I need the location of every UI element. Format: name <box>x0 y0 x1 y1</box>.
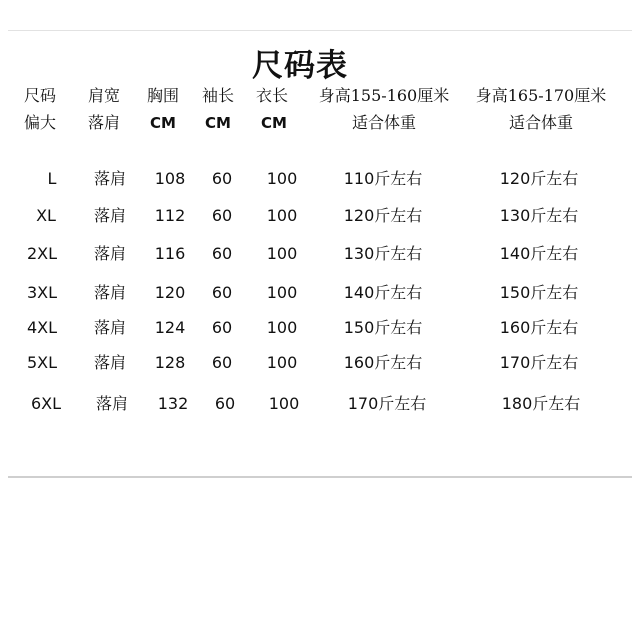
subheader-shoulder: 落肩 <box>87 113 121 132</box>
row-3-chest: 116 <box>154 244 186 263</box>
row-3-length: 100 <box>266 244 298 263</box>
row-4-chest: 120 <box>154 283 186 302</box>
page-title: 尺码表 <box>252 48 348 84</box>
row-3-weight-155-160: 130斤左右 <box>343 244 423 263</box>
row-1-chest: 108 <box>154 169 186 188</box>
header-shoulder: 肩宽 <box>87 86 121 105</box>
header-size: 尺码 <box>23 86 57 105</box>
row-1-shoulder: 落肩 <box>93 169 127 188</box>
subheader-chest-unit: CM <box>150 114 176 132</box>
row-6-sleeve: 60 <box>211 353 233 372</box>
header-length: 衣长 <box>255 86 289 105</box>
row-4-shoulder: 落肩 <box>93 283 127 302</box>
header-height-165-170: 身高165-170厘米 <box>475 86 607 105</box>
row-2-weight-155-160: 120斤左右 <box>343 206 423 225</box>
row-1-weight-165-170: 120斤左右 <box>499 169 579 188</box>
row-7-sleeve: 60 <box>214 394 236 413</box>
row-6-weight-165-170: 170斤左右 <box>499 353 579 372</box>
row-3-size: 2XL <box>26 244 58 263</box>
row-7-length: 100 <box>268 394 300 413</box>
row-6-weight-155-160: 160斤左右 <box>343 353 423 372</box>
row-4-sleeve: 60 <box>211 283 233 302</box>
row-5-size: 4XL <box>26 318 58 337</box>
header-chest: 胸围 <box>146 86 180 105</box>
row-7-weight-165-170: 180斤左右 <box>501 394 581 413</box>
row-7-size: 6XL <box>30 394 62 413</box>
row-4-length: 100 <box>266 283 298 302</box>
row-2-shoulder: 落肩 <box>93 206 127 225</box>
row-2-size: XL <box>36 206 56 225</box>
subheader-weight-155-160: 适合体重 <box>351 113 417 132</box>
header-height-155-160: 身高155-160厘米 <box>318 86 450 105</box>
row-3-shoulder: 落肩 <box>93 244 127 263</box>
row-6-shoulder: 落肩 <box>93 353 127 372</box>
bottom-divider <box>8 476 632 478</box>
row-1-weight-155-160: 110斤左右 <box>343 169 423 188</box>
row-5-weight-155-160: 150斤左右 <box>343 318 423 337</box>
row-2-length: 100 <box>266 206 298 225</box>
row-5-shoulder: 落肩 <box>93 318 127 337</box>
row-1-length: 100 <box>266 169 298 188</box>
header-sleeve: 袖长 <box>201 86 235 105</box>
row-4-size: 3XL <box>26 283 58 302</box>
row-2-sleeve: 60 <box>211 206 233 225</box>
subheader-sleeve-unit: CM <box>205 114 231 132</box>
row-6-length: 100 <box>266 353 298 372</box>
row-1-size: L <box>47 169 57 188</box>
row-5-sleeve: 60 <box>211 318 233 337</box>
row-5-length: 100 <box>266 318 298 337</box>
top-divider <box>8 30 632 31</box>
subheader-length-unit: CM <box>261 114 287 132</box>
row-7-weight-155-160: 170斤左右 <box>347 394 427 413</box>
row-2-chest: 112 <box>154 206 186 225</box>
row-6-size: 5XL <box>26 353 58 372</box>
row-3-sleeve: 60 <box>211 244 233 263</box>
row-7-shoulder: 落肩 <box>95 394 129 413</box>
row-5-weight-165-170: 160斤左右 <box>499 318 579 337</box>
row-5-chest: 124 <box>154 318 186 337</box>
row-6-chest: 128 <box>154 353 186 372</box>
row-4-weight-155-160: 140斤左右 <box>343 283 423 302</box>
subheader-fit: 偏大 <box>23 113 57 132</box>
subheader-weight-165-170: 适合体重 <box>508 113 574 132</box>
row-1-sleeve: 60 <box>211 169 233 188</box>
row-3-weight-165-170: 140斤左右 <box>499 244 579 263</box>
row-4-weight-165-170: 150斤左右 <box>499 283 579 302</box>
row-2-weight-165-170: 130斤左右 <box>499 206 579 225</box>
row-7-chest: 132 <box>157 394 189 413</box>
